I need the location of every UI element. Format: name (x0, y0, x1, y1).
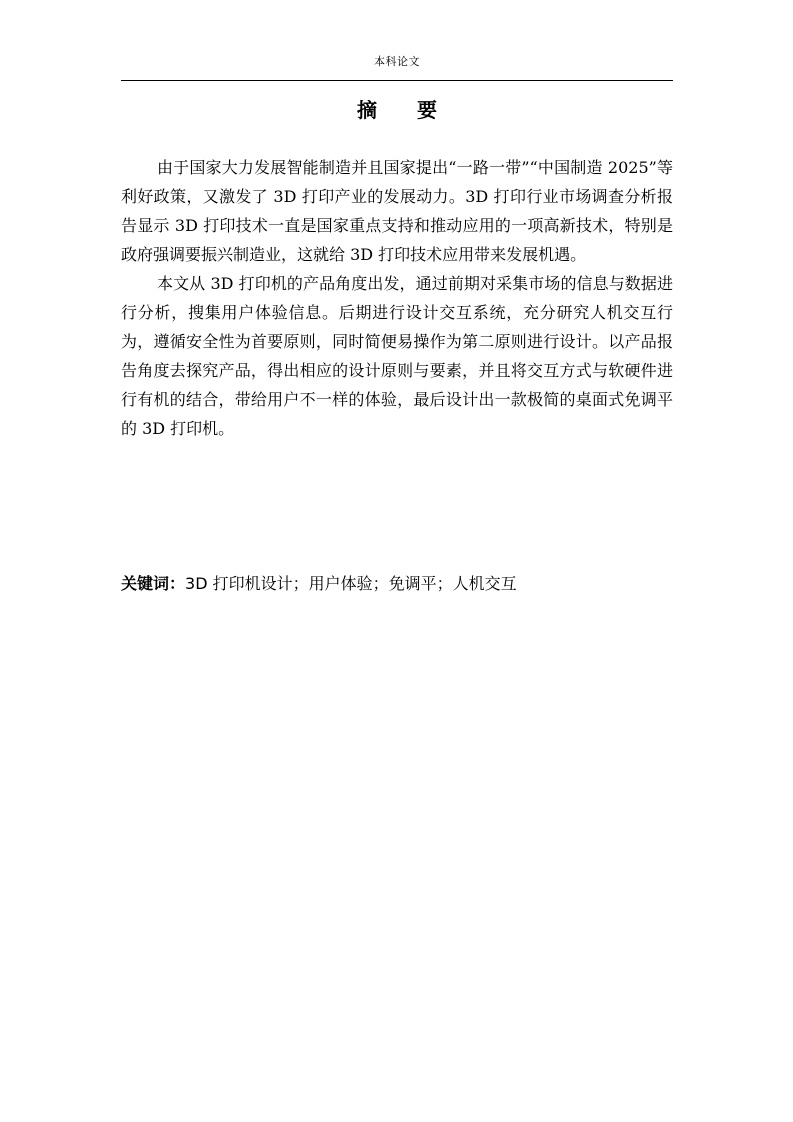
keywords-label: 关键词： (121, 574, 186, 593)
running-header: 本科论文 (374, 55, 420, 68)
keywords-line (121, 572, 673, 596)
abstract-title-char-2: 要 (417, 98, 437, 122)
abstract-paragraph-1: 由于国家大力发展智能制造并且国家提出“一路一带”“中国制造 2025”等利好政策，又激发了 3D 打印产业的发展动力。3D 打印行业市场调查分析报告显示 3D 打印技术一直是国家重点支持和推动应用的一项高新技术，特别是政府强调要振兴制造业，这就给 3D 打印技术应用带来发展机遇。 (121, 158, 673, 264)
header-rule (121, 80, 673, 81)
abstract-paragraph-2: 本文从 3D 打印机的产品角度出发，通过前期对采集市场的信息与数据进行分析，搜集用户体验信息。后期进行设计交互系统，充分研究人机交互行为，遵循安全性为首要原则，同时简便易操作为第二原则进行设计。以产品报告角度去探究产品，得出相应的设计原则与要素，并且将交互方式与软硬件进行有机的结合，带给用户不一样的体验，最后设计出一款极简的桌面式免调平的 3D 打印机。 (121, 274, 673, 438)
abstract-body (121, 153, 673, 443)
abstract-title (121, 96, 673, 124)
keywords-text: 3D 打印机设计；用户体验；免调平；人机交互 (185, 574, 517, 593)
abstract-title-char-1: 摘 (357, 98, 377, 122)
